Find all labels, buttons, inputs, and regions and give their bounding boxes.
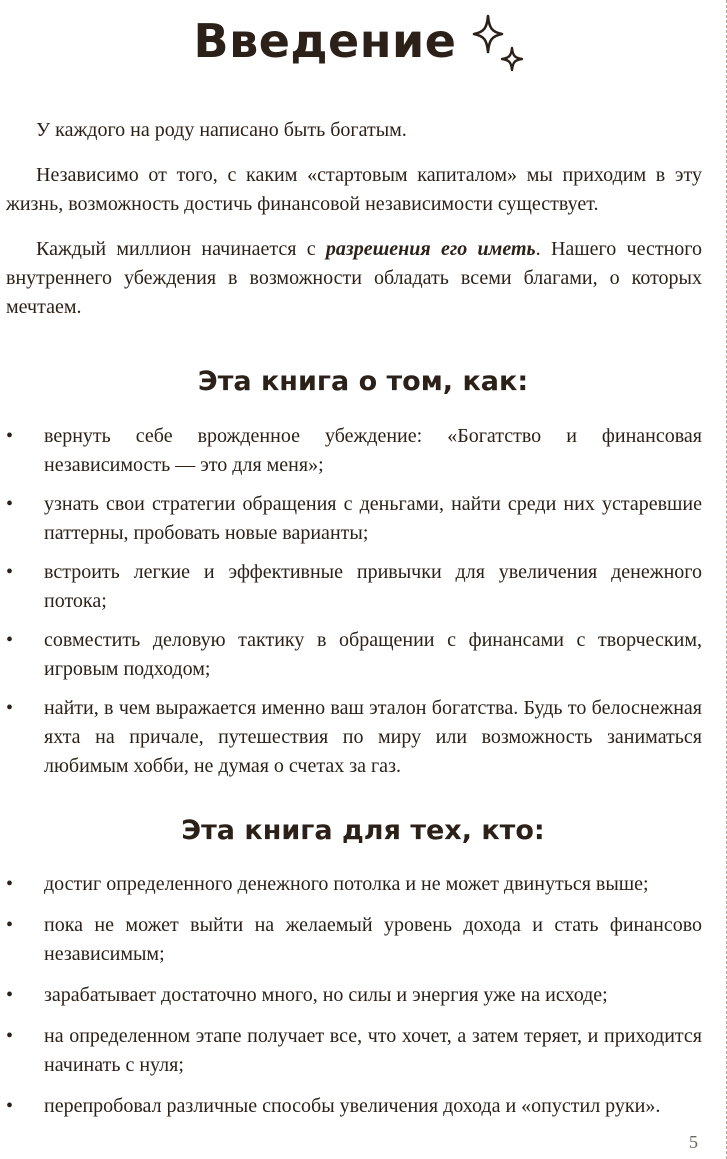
list-item-text: найти, в чем выражается именно ваш эталон богатства. Будь то белоснежная яхта на причале, путешествия по миру или возможность заниматься любимым хобби, не думая о счетах за газ. [44, 697, 702, 777]
intro-text [6, 116, 702, 338]
audience-list [0, 870, 702, 1133]
intro-p3-end: . Нашего честного внутреннего убеждения в возможности обладать всеми благами, о которых мечтаем. [6, 238, 703, 318]
list-item-text: на определенном этапе получает все, что хочет, а затем теряет, и приходится начинать с нуля; [44, 1025, 702, 1076]
bullet-icon: • [6, 561, 14, 583]
list-item [0, 1092, 702, 1121]
bullet-icon: • [6, 914, 14, 936]
list-item-text: пока не может выйти на желаемый уровень дохода и стать финансово независимым; [44, 914, 702, 965]
list-item-text: совместить деловую тактику в обращении с финансами с творческим, игровым подходом; [44, 629, 702, 680]
bullet-icon: • [6, 1025, 14, 1047]
title-block [0, 8, 726, 78]
list-item [0, 870, 702, 899]
bullet-icon: • [6, 629, 14, 651]
list-item [0, 1022, 702, 1080]
list-item [0, 626, 702, 684]
about-list [0, 422, 702, 791]
bullet-icon: • [6, 1095, 14, 1117]
intro-paragraph-1: У каждого на роду написано быть богатым. [36, 119, 407, 141]
intro-paragraph-2: Независимо от того, с каким «стартовым капиталом» мы приходим в эту жизнь, возможность достичь финансовой независимости существует. [6, 164, 702, 215]
emphasis-text: разрешения его иметь [325, 238, 536, 260]
list-item-text: достиг определенного денежного потолка и не может двинуться выше; [44, 873, 649, 895]
intro-paragraph-3 [6, 235, 702, 322]
list-item [0, 694, 702, 781]
list-item-text: перепробовал различные способы увеличения дохода и «опустил руки». [44, 1095, 661, 1117]
list-item-text: вернуть себе врожденное убеждение: «Богатство и финансовая независимость — это для меня»; [44, 425, 702, 476]
list-item-text: зарабатывает достаточно много, но силы и энергия уже на исходе; [44, 984, 608, 1006]
page-title: Введение [193, 14, 457, 68]
list-item [0, 981, 702, 1010]
bullet-icon: • [6, 697, 14, 719]
bullet-icon: • [6, 984, 14, 1006]
list-item [0, 911, 702, 969]
section-heading-about: Эта книга о том, как: [197, 366, 529, 397]
page-number: 5 [689, 1132, 698, 1152]
sparkle-icon [466, 8, 532, 78]
intro-p3-start: Каждый миллион начинается с [36, 238, 326, 260]
list-item-text: встроить легкие и эффективные привычки для увеличения денежного потока; [44, 561, 702, 612]
bullet-icon: • [6, 425, 14, 447]
bullet-icon: • [6, 493, 14, 515]
list-item [0, 490, 702, 548]
bullet-icon: • [6, 873, 14, 895]
section-heading-for: Эта книга для тех, кто: [181, 815, 545, 846]
list-item-text: узнать свои стратегии обращения с деньгами, найти среди них устаревшие паттерны, пробовать новые варианты; [44, 493, 702, 544]
list-item [0, 558, 702, 616]
list-item [0, 422, 702, 480]
